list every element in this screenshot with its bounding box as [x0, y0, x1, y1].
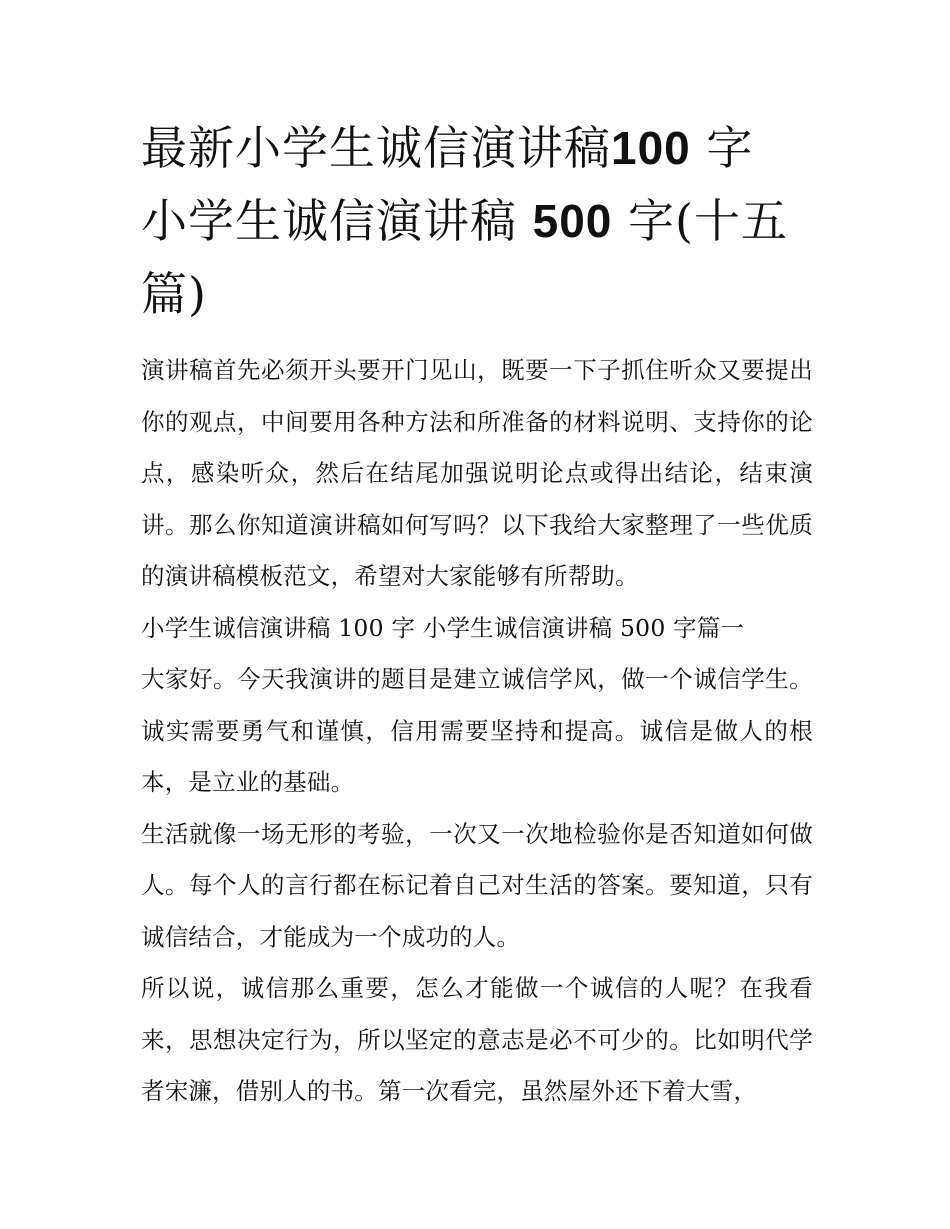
- title-line-3: 篇): [141, 267, 207, 321]
- title-line-1: 最新小学生诚信演讲稿100 字: [141, 121, 754, 175]
- body-paragraph-1: 大家好。今天我演讲的题目是建立诚信学风，做一个诚信学生。诚实需要勇气和谨慎，信用需要坚持和提高。诚信是做人的根本，是立业的基础。: [141, 665, 813, 796]
- body-paragraph-3: 所以说，诚信那么重要，怎么才能做一个诚信的人呢？在我看来，思想决定行为，所以坚定的意志是必不可少的。比如明代学者宋濂，借别人的书。第一次看完，虽然屋外还下着大雪，: [141, 974, 813, 1105]
- intro-paragraph: 演讲稿首先必须开头要开门见山，既要一下子抓住听众又要提出你的观点，中间要用各种方法和所准备的材料说明、支持你的论点，感染听众，然后在结尾加强说明论点或得出结论，结束演讲。那么你知道演讲稿如何写吗？以下我给大家整理了一些优质的演讲稿模板范文，希望对大家能够有所帮助。: [141, 356, 813, 590]
- section-heading: 小学生诚信演讲稿 100 字 小学生诚信演讲稿 500 字篇一: [141, 613, 745, 642]
- title-line-2: 小学生诚信演讲稿 500 字(十五: [141, 194, 788, 248]
- body-paragraph-2: 生活就像一场无形的考验，一次又一次地检验你是否知道如何做人。每个人的言行都在标记着自己对生活的答案。要知道，只有诚信结合，才能成为一个成功的人。: [141, 819, 813, 951]
- document-title: [141, 112, 813, 331]
- document-content: [141, 112, 813, 1118]
